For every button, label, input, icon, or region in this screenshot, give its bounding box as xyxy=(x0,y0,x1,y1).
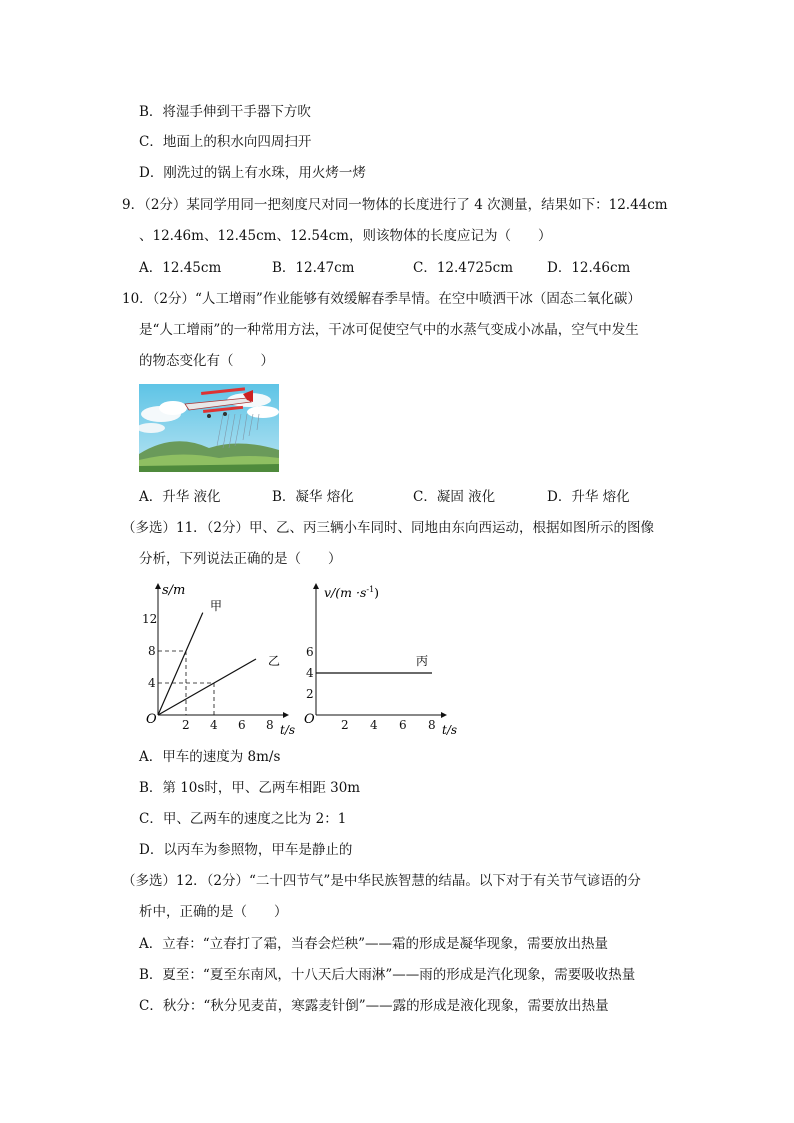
series-label-yi: 乙 xyxy=(268,654,281,668)
v-t-x-tick: 4 xyxy=(370,718,378,732)
series-label-bing: 丙 xyxy=(416,654,429,668)
q10-option-b: B．凝华 熔化 xyxy=(272,489,354,505)
v-t-graph xyxy=(298,578,468,740)
s-t-y-tick: 12 xyxy=(142,612,158,626)
s-t-x-tick: 6 xyxy=(238,718,246,732)
q11-option-b: B．第 10s时，甲、乙两车相距 30m xyxy=(139,780,361,796)
s-t-y-tick: 4 xyxy=(148,676,156,690)
v-t-x-tick: 8 xyxy=(428,718,436,732)
q8-option-c: C．地面上的积水向四周扫开 xyxy=(139,134,312,150)
q12-option-c: C．秋分：“秋分见麦苗，寒露麦针倒”——露的形成是液化现象，需要放出热量 xyxy=(139,998,609,1014)
s-t-graph xyxy=(138,578,298,740)
s-t-x-tick: 2 xyxy=(182,718,190,732)
q10-stem-line2: 是“人工增雨”的一种常用方法，干冰可促使空气中的水蒸气变成小冰晶，空气中发生 xyxy=(139,322,639,338)
v-t-x-tick: 2 xyxy=(341,718,349,732)
q12-option-b: B．夏至：“夏至东南风，十八天后大雨淋”——雨的形成是汽化现象，需要吸收热量 xyxy=(139,967,636,983)
series-label-jia: 甲 xyxy=(210,599,223,613)
s-t-x-tick: 4 xyxy=(210,718,218,732)
s-t-x-label: t/s xyxy=(280,723,296,737)
v-t-origin: O xyxy=(304,712,315,727)
q11-option-d: D．以丙车为参照物，甲车是静止的 xyxy=(139,842,353,858)
q9-stem-line1: 9．（2分）某同学用同一把刻度尺对同一物体的长度进行了 4 次测量，结果如下：12.44cm xyxy=(122,197,668,213)
q11-option-a: A．甲车的速度为 8m/s xyxy=(139,749,281,765)
q11-stem-line1: （多选）11．（2分）甲、乙、丙三辆小车同时、同地由东向西运动，根据如图所示的图像 xyxy=(122,520,655,536)
s-t-x-tick: 8 xyxy=(266,718,274,732)
q10-option-a: A．升华 液化 xyxy=(139,489,221,505)
q12-option-a: A．立春：“立春打了霜，当春会烂秧”——霜的形成是凝华现象，需要放出热量 xyxy=(139,936,609,952)
series-line-yi xyxy=(158,659,256,715)
q9-option-a: A．12.45cm xyxy=(139,260,222,276)
q11-option-c: C．甲、乙两车的速度之比为 2：1 xyxy=(139,811,347,827)
q12-stem-line2: 析中，正确的是（ ） xyxy=(139,904,288,920)
q10-stem-line1: 10．（2分）“人工增雨”作业能够有效缓解春季旱情。在空中喷洒干冰（固态二氧化碳） xyxy=(122,291,641,307)
q10-option-c: C．凝固 液化 xyxy=(413,489,496,505)
q9-stem-line2: 、12.46m、12.45cm、12.54cm，则该物体的长度应记为（ ） xyxy=(139,228,552,244)
s-t-origin: O xyxy=(146,712,157,727)
v-t-y-tick: 6 xyxy=(306,645,314,659)
v-t-x-tick: 6 xyxy=(399,718,407,732)
q10-option-d: D．升华 熔化 xyxy=(547,489,630,505)
series-line-jia xyxy=(158,613,203,715)
v-t-x-label: t/s xyxy=(442,723,458,737)
v-t-y-tick: 2 xyxy=(306,687,314,701)
s-t-y-tick: 8 xyxy=(148,644,156,658)
q8-option-b: B．将湿手伸到干手器下方吹 xyxy=(139,104,311,120)
q9-option-c: C．12.4725cm xyxy=(413,260,514,276)
q11-stem-line2: 分析，下列说法正确的是（ ） xyxy=(139,551,342,567)
s-t-y-label: s/m xyxy=(162,583,186,598)
q9-option-b: B．12.47cm xyxy=(272,260,355,276)
v-t-y-label: $v/(m \cdot s^{-1})$ xyxy=(324,585,380,600)
q10-stem-line3: 的物态变化有（ ） xyxy=(139,353,274,369)
q9-option-d: D．12.46cm xyxy=(547,260,631,276)
q8-option-d: D．刚洗过的锅上有水珠，用火烤一烤 xyxy=(139,165,366,181)
q12-stem-line1: （多选）12．（2分）“二十四节气”是中华民族智慧的结晶。以下对于有关节气谚语的分 xyxy=(122,873,641,889)
artificial-rain-illustration xyxy=(139,384,279,472)
v-t-y-tick: 4 xyxy=(306,666,314,680)
